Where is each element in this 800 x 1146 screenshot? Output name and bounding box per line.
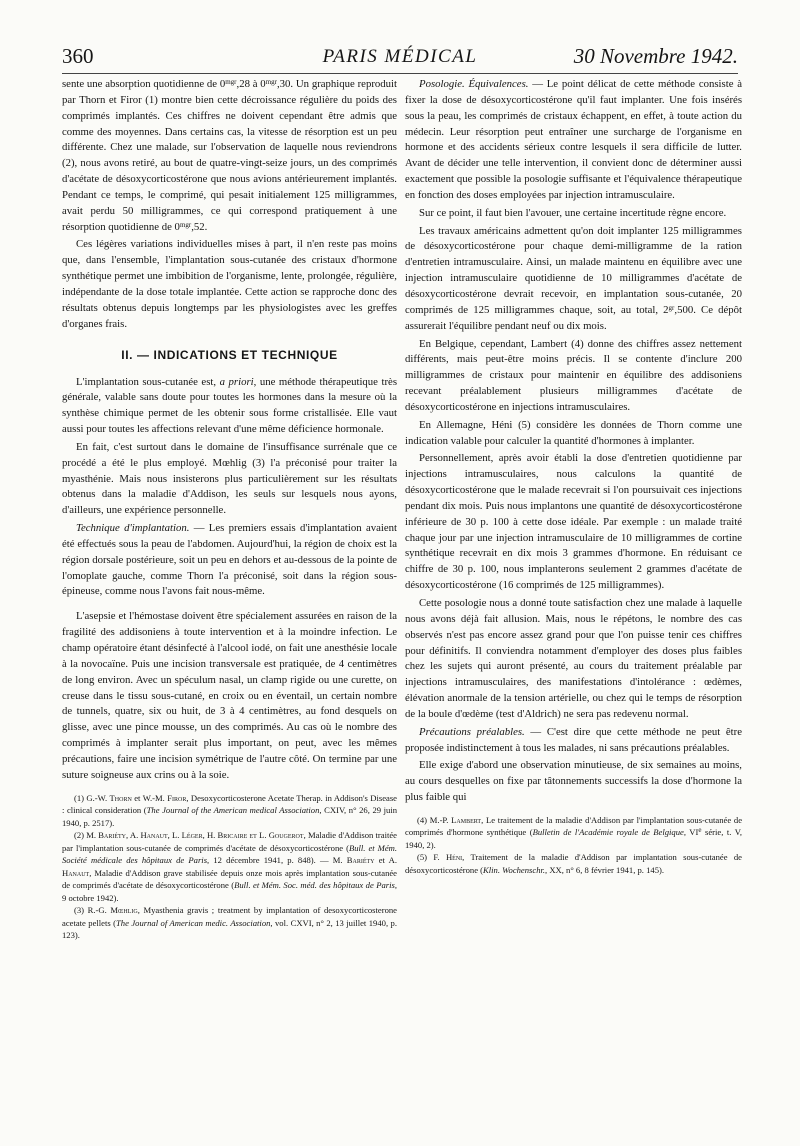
header-rule [62, 73, 738, 74]
paragraph: Cette posologie nous a donné toute satisfaction chez une malade à laquelle nous avons déjà fait allusion. Mais, nous le répétons, le nombre des cas observés n'est pas encore assez grand pour que l'on puisse tenir ces chiffres pour définitifs. Il conviendra notamment d'employer des doses plus faibles chez les sujets qui auront présenté, au cours du traitement préalable par injections intramusculaires, des manifestations d'intolérance : œdèmes, élévation anormale de la tension artérielle, ou chez qui le temps de résorption de la boule d'œdème (test d'Aldrich) ne sera pas redevenu normal. [405, 597, 742, 720]
paragraph: En Allemagne, Héni (5) considère les données de Thorn comme une indication valable pour calculer la quantité d'hormones à implanter. [405, 418, 742, 447]
left-column [62, 77, 397, 942]
footnote-1: (1) G.-W. Thorn et W.-M. Firor, Desoxycorticosterone Acetate Therap. in Addison's Disease : clinical consideration (The Journal of the American medical Association, CXIV, n° 26, 29 juin 1940, p. 2517). [62, 792, 398, 828]
paragraph: Ces légères variations individuelles mises à part, il n'en reste pas moins que, dans l'ensemble, l'implantation sous-cutanée des cristaux d'hormone synthétique permet une imbibition de l'organisme, lente, prolongée, régulière, indépendante de la dose totale implantée. Cette action se rapproche donc des résultats obtenus depuis longtemps par les physiologistes avec les greffes d'organes frais. [62, 238, 397, 330]
paragraph: Personnellement, après avoir établi la dose d'entretien quotidienne par injections intramusculaires, nous calculons la quantité de désoxycorticostérone que le malade recevrait si l'on poursuivait ces injections pendant dix mois. Puis nous implantons une quantité de désoxycorticostérone inférieure de 30 p. 100 à cette dose idéale. Par exemple : un malade traité chaque jour par une injection intramusculaire de 10 milligrammes de cortine synthétique recevrait en dix mois 3 grammes d'hormone. En réduisant ce chiffre de 30 p. 100, nous implanterons seulement 2 grammes d'acétate de désoxycorticostérone (16 comprimés de 125 milligrammes). [405, 452, 742, 592]
footnote-5: (5) F. Héni, Traitement de la maladie d'Addison par implantation sous-cutanée de désoxycorticostérone (Klin. Wochenschr., XX, n° 6, 8 février 1941, p. 145). [405, 852, 742, 875]
paragraph: Elle exige d'abord une observation minutieuse, de six semaines au moins, au cours desquelles on fixe par tâtonnements successifs la dose d'hormone la plus faible qui [405, 759, 742, 804]
journal-title: PARIS MÉDICAL [322, 46, 478, 67]
paragraph: L'asepsie et l'hémostase doivent être spécialement assurées en raison de la fragilité des addisoniens à toute intervention et à la moindre infection. Le champ opératoire étant désinfecté à l'alcool iodé, on fait une anesthésie locale à la novocaïne. Puis une incision transversale est pratiquée, de 4 centimètres de long environ. Avec un spéculum nasal, un clamp rigide ou une curette, on creuse dans le tissu sous-cutané, en croix ou en éventail, un certain nombre de tunnels, quatre, six ou huit, de 3 à 4 centimètres, au fond desquels on glisse, avec une pince mousse, un des comprimés. Au cas où le nombre des comprimés à implanter serait plus important, on peut, avec les mêmes précautions, faire une incision symétrique de l'autre côté. On termine par une suture soigneuse aux crins ou à la soie. [62, 610, 397, 781]
section-heading: II. — INDICATIONS ET TECHNIQUE [121, 347, 338, 362]
issue-date: 30 Novembre 1942. [573, 44, 738, 68]
paragraph: Sur ce point, il faut bien l'avouer, une certaine incertitude règne encore. [419, 206, 727, 219]
paragraph: En Belgique, cependant, Lambert (4) donne des chiffres assez nettement différents, mais peut-être moins précis. Il se contente d'inclure 200 milligrammes de cristaux pour maintenir en équilibre des addisoniens recevant préalablement plusieurs milligrammes d'acétate de désoxycorticostérone en injections intramusculaires. [405, 337, 742, 413]
footnote-2: (2) M. Bariéty, A. Hanaut, L. Léger, H. Bricaire et L. Gougerot, Maladie d'Addison traitée par l'implantation sous-cutanée de comprimés d'acétate de désoxycorticostérone (Bull. et Mém. Société médicale des hôpitaux de Paris, 12 décembre 1941, p. 848). — M. Bariéty et A. Hanaut, Maladie d'Addison grave stabilisée depuis onze mois après implantation sous-cutanée de comprimés d'acétate de désoxycorticostérone (Bull. et Mém. Soc. méd. des hôpitaux de Paris, 9 octobre 1942). [62, 830, 398, 903]
footnotes [62, 792, 397, 942]
paragraph: Technique d'implantation. — Les premiers essais d'implantation avaient été effectués sous la peau de l'abdomen. Aujourd'hui, la région de choix est la région dorsale postérieure, soit un peu en dehors et au-dessous de la pointe de l'omoplate gauche, comme Thorn l'a préconisé, soit dans la région sous-épineuse, comme nous l'avons fait nous-même. [62, 522, 397, 598]
paragraph: Posologie. Équivalences. — Le point délicat de cette méthode consiste à fixer la dose de désoxycorticostérone qu'il faut implanter. Une fois insérés sous la peau, les comprimés de cristaux échappent, en effet, à toute action du médecin. Leur résorption peut entraîner une surcharge de l'organisme en hormone et des accidents sérieux contre lesquels il sera difficile de lutter. Avant de décider une telle intervention, il convient donc de déterminer aussi exactement que possible la posologie suffisante et l'équivalence thérapeutique en fonction des doses employées par injection intramusculaire. [405, 78, 742, 201]
paragraph: Précautions préalables. — C'est dire que cette méthode ne peut être proposée indistinctement à tous les malades, ni sans précautions préalables. [405, 725, 742, 754]
paragraph: En fait, c'est surtout dans le domaine de l'insuffisance surrénale que ce procédé a été le plus employé. Mœhlig (3) l'a préconisé pour traiter la myasthénie. Mais nous insisterons plus particulièrement sur les résultats obtenus dans la maladie d'Addison, les seuls sur lesquels nous ayons, d'ailleurs, une expérience personnelle. [62, 440, 397, 517]
footnote-4: (4) M.-P. Lambert, Le traitement de la maladie d'Addison par l'implantation sous-cutanée de comprimés d'hormone synthétique (Bulletin de l'Académie royale de Belgique, VIe série, t. V, 1940, 2). [405, 814, 743, 850]
page-number: 360 [62, 44, 94, 68]
paragraph: Les travaux américains admettent qu'on doit implanter 125 milligrammes de désoxycorticostérone pour chaque demi-milligramme de la ration d'entretien intramusculaire. Ainsi, un malade maintenu en équilibre avec une injection intramusculaire quotidienne de 10 milligrammes d'acétate de désoxycorticostérone devrait recevoir, en implantation sous-cutanée, 20 comprimés de 125 milligrammes chaque, soit, au total, $2^{gr},500$. Ce dépôt assurerait l'équilibre pendant neuf ou dix mois. [405, 224, 742, 332]
right-column [405, 77, 742, 876]
page-header [62, 44, 738, 74]
footnote-3: (3) R.-G. Mœhlig, Myasthenia gravis ; treatment by implantation of desoxycorticosterone acetate pellets (The Journal of American medic. Association, vol. CXVI, n° 2, 13 juillet 1940, p. 123). [62, 905, 397, 941]
footnotes [405, 814, 742, 877]
paragraph: L'implantation sous-cutanée est, a priori, une méthode thérapeutique très générale, valable sans doute pour toutes les hormones dans la mesure où la synthèse chimique permet de les obtenir sous forme cristallisée. Elle vaut aussi pour toutes les affections relevant d'une même déficience hormonale. [62, 375, 398, 436]
paragraph: sente une absorption quotidienne de $0^{mgr},28$ à $0^{mgr},30$. Un graphique reproduit par Thorn et Firor (1) montre bien cette décroissance régulière du poids des comprimés implantés. Ces chiffres ne doivent cependant être admis que comme des moyennes. Dans certains cas, la vitesse de résorption est un peu différente. Chez une malade, sur l'observation de laquelle nous reviendrons (2), nous avons retiré, au bout de quatre-vingt-seize jours, un des comprimés d'acétate de désoxycorticostérone que nous avions antérieurement implantés. Pendant ce temps, le comprimé, qui pesait initialement 125 milligrammes, avait perdu 50 milligrammes, ce qui correspond pratiquement à une résorption quotidienne de $0^{mgr},52$. [62, 78, 397, 233]
